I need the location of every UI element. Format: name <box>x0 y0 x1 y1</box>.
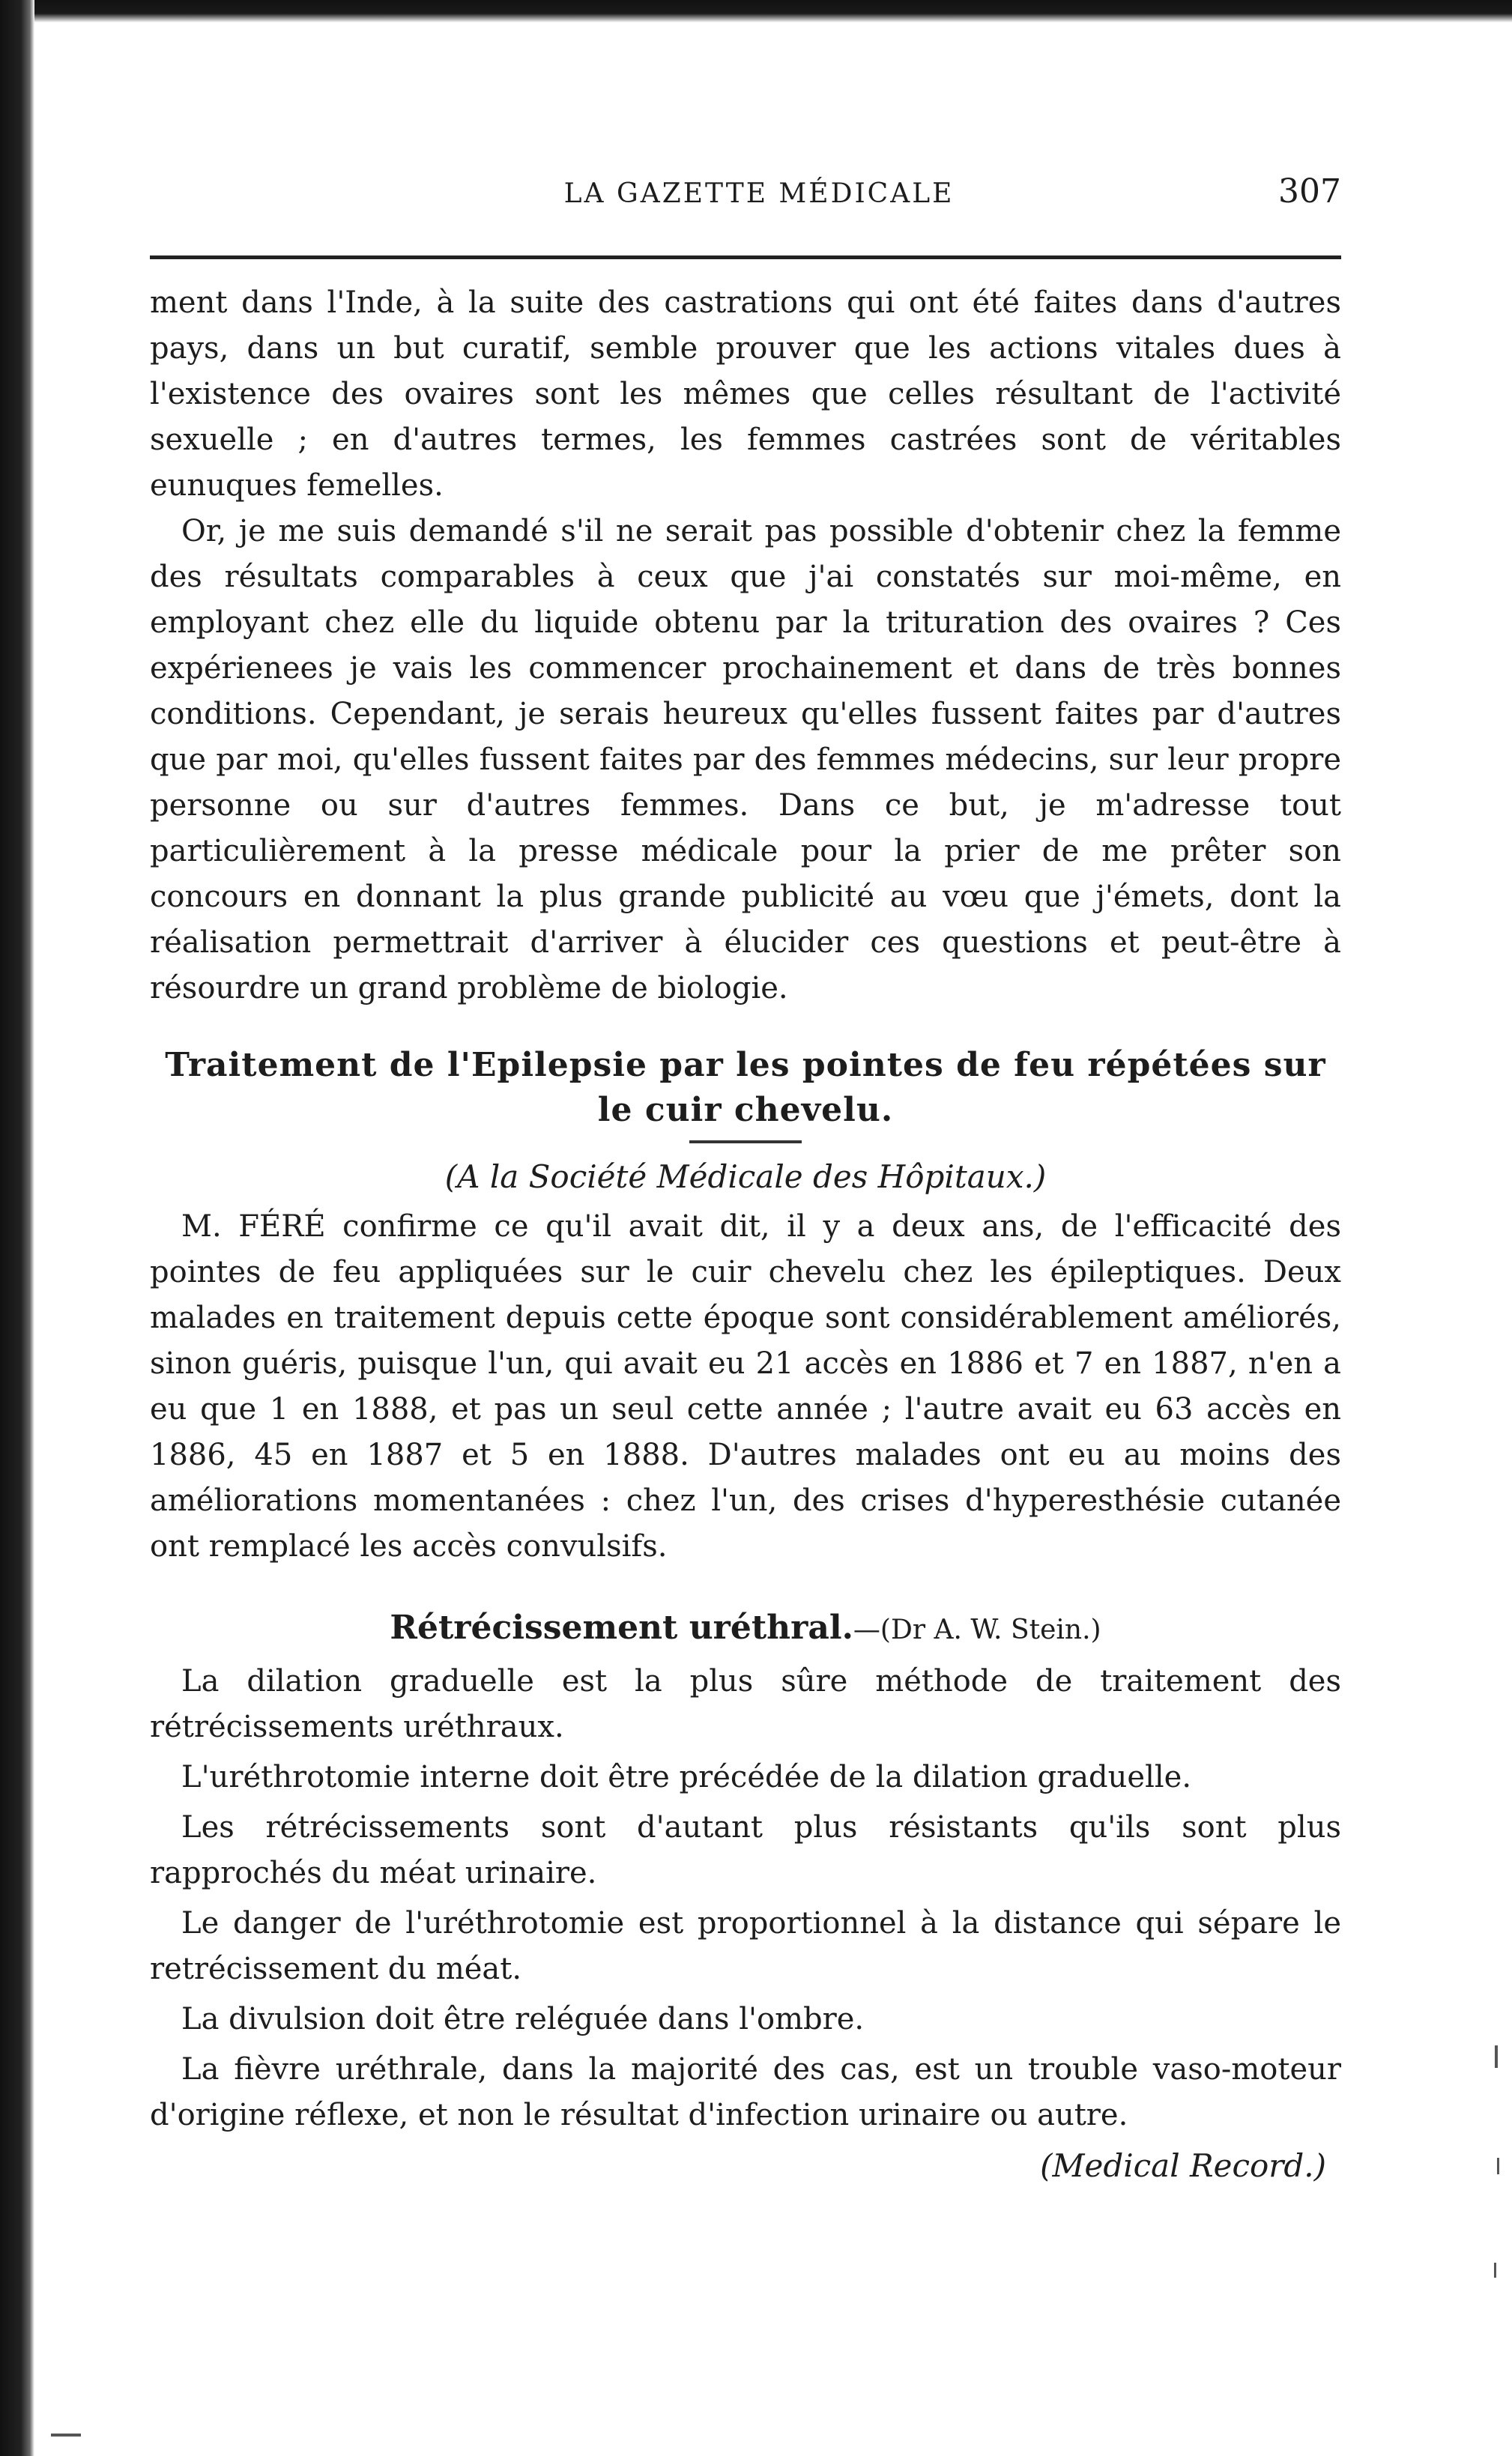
section-title-epilepsie: Traitement de l'Epilepsie par les pointes de feu répétées sur le cuir chevelu. <box>165 1046 1326 1129</box>
page-content <box>150 172 1341 2189</box>
running-head: LA GAZETTE MÉDICALE <box>563 178 955 209</box>
scan-speck <box>51 2434 81 2437</box>
section-author: —(Dr A. W. Stein.) <box>853 1615 1101 1645</box>
paragraph: Or, je me suis demandé s'il ne serait pas possible d'obtenir chez la femme des résultats comparables à ceux que j'ai constatés sur moi-même, en employant chez elle du liquide obtenu par la trituration des ovaires ? Ces expérienees je vais les commencer prochainement et dans de très bonnes conditions. Cependant, je serais heureux qu'elles fussent faites par d'autres que par moi, qu'elles fussent faites par des femmes médecins, sur leur propre personne ou sur d'autres femmes. Dans ce but, je m'adresse tout particulièrement à la presse médicale pour la prier de me prêter son concours en donnant la plus grande publicité au vœu que j'émets, dont la réalisation permettrait d'arriver à élucider ces questions et peut-être à résourdre un grand problème de biologie. <box>150 514 1341 1005</box>
page-top-shadow <box>0 0 1512 22</box>
list-item: L'uréthrotomie interne doit être précédée de la dilation graduelle. <box>181 1760 1192 1794</box>
page-number: 307 <box>1278 172 1341 211</box>
section-source: (Medical Record.) <box>1040 2147 1326 2184</box>
section-title-retrecissement <box>150 1606 1341 1653</box>
list-item: Le danger de l'uréthrotomie est proportionnel à la distance qui sépare le retrécissement du méat. <box>150 1906 1341 1986</box>
header-rule <box>150 255 1341 259</box>
article-body <box>150 280 1341 2189</box>
list-item: Les rétrécissements sont d'autant plus résistants qu'ils sont plus rapprochés du méat urinaire. <box>150 1810 1341 1890</box>
list-item: La divulsion doit être reléguée dans l'ombre. <box>181 2002 865 2036</box>
conclusions-list <box>150 1659 1341 2138</box>
paragraph: M. FÉRÉ confirme ce qu'il avait dit, il y a deux ans, de l'efficacité des pointes de feu appliquées sur le cuir chevelu chez les épileptiques. Deux malades en traitement depuis cette époque sont considérablement améliorés, sinon guéris, puisque l'un, qui avait eu 21 accès en 1886 et 7 en 1887, n'en a eu que 1 en 1888, et pas un seul cette année ; l'autre avait eu 63 accès en 1886, 45 en 1887 et 5 en 1888. D'autres malades ont eu au moins des améliorations momentanées : chez l'un, des crises d'hyperesthésie cutanée ont remplacé les accès convulsifs. <box>150 1209 1341 1564</box>
scan-speck <box>1497 2158 1499 2174</box>
section-heading: Rétrécissement uréthral. <box>390 1609 853 1647</box>
scan-speck <box>1494 2263 1496 2278</box>
page-binding-edge <box>0 0 34 2456</box>
paragraph-continued: ment dans l'Inde, à la suite des castrations qui ont été faites dans d'autres pays, dans un but curatif, semble prouver que les actions vitales dues à l'existence des ovaires sont les mêmes que celles résultant de l'activité sexuelle ; en d'autres termes, les femmes castrées sont de véritables eunuques femelles. <box>150 285 1341 503</box>
list-item: La fièvre uréthrale, dans la majorité des cas, est un trouble vaso-moteur d'origine réflexe, et non le résultat d'infection urinaire ou autre. <box>150 2052 1341 2132</box>
page-header <box>150 172 1341 211</box>
section-source: (A la Société Médicale des Hôpitaux.) <box>444 1158 1047 1195</box>
list-item: La dilation graduelle est la plus sûre méthode de traitement des rétrécissements uréthraux. <box>150 1664 1341 1744</box>
scan-speck <box>1495 2045 1498 2068</box>
section-rule <box>689 1140 802 1143</box>
